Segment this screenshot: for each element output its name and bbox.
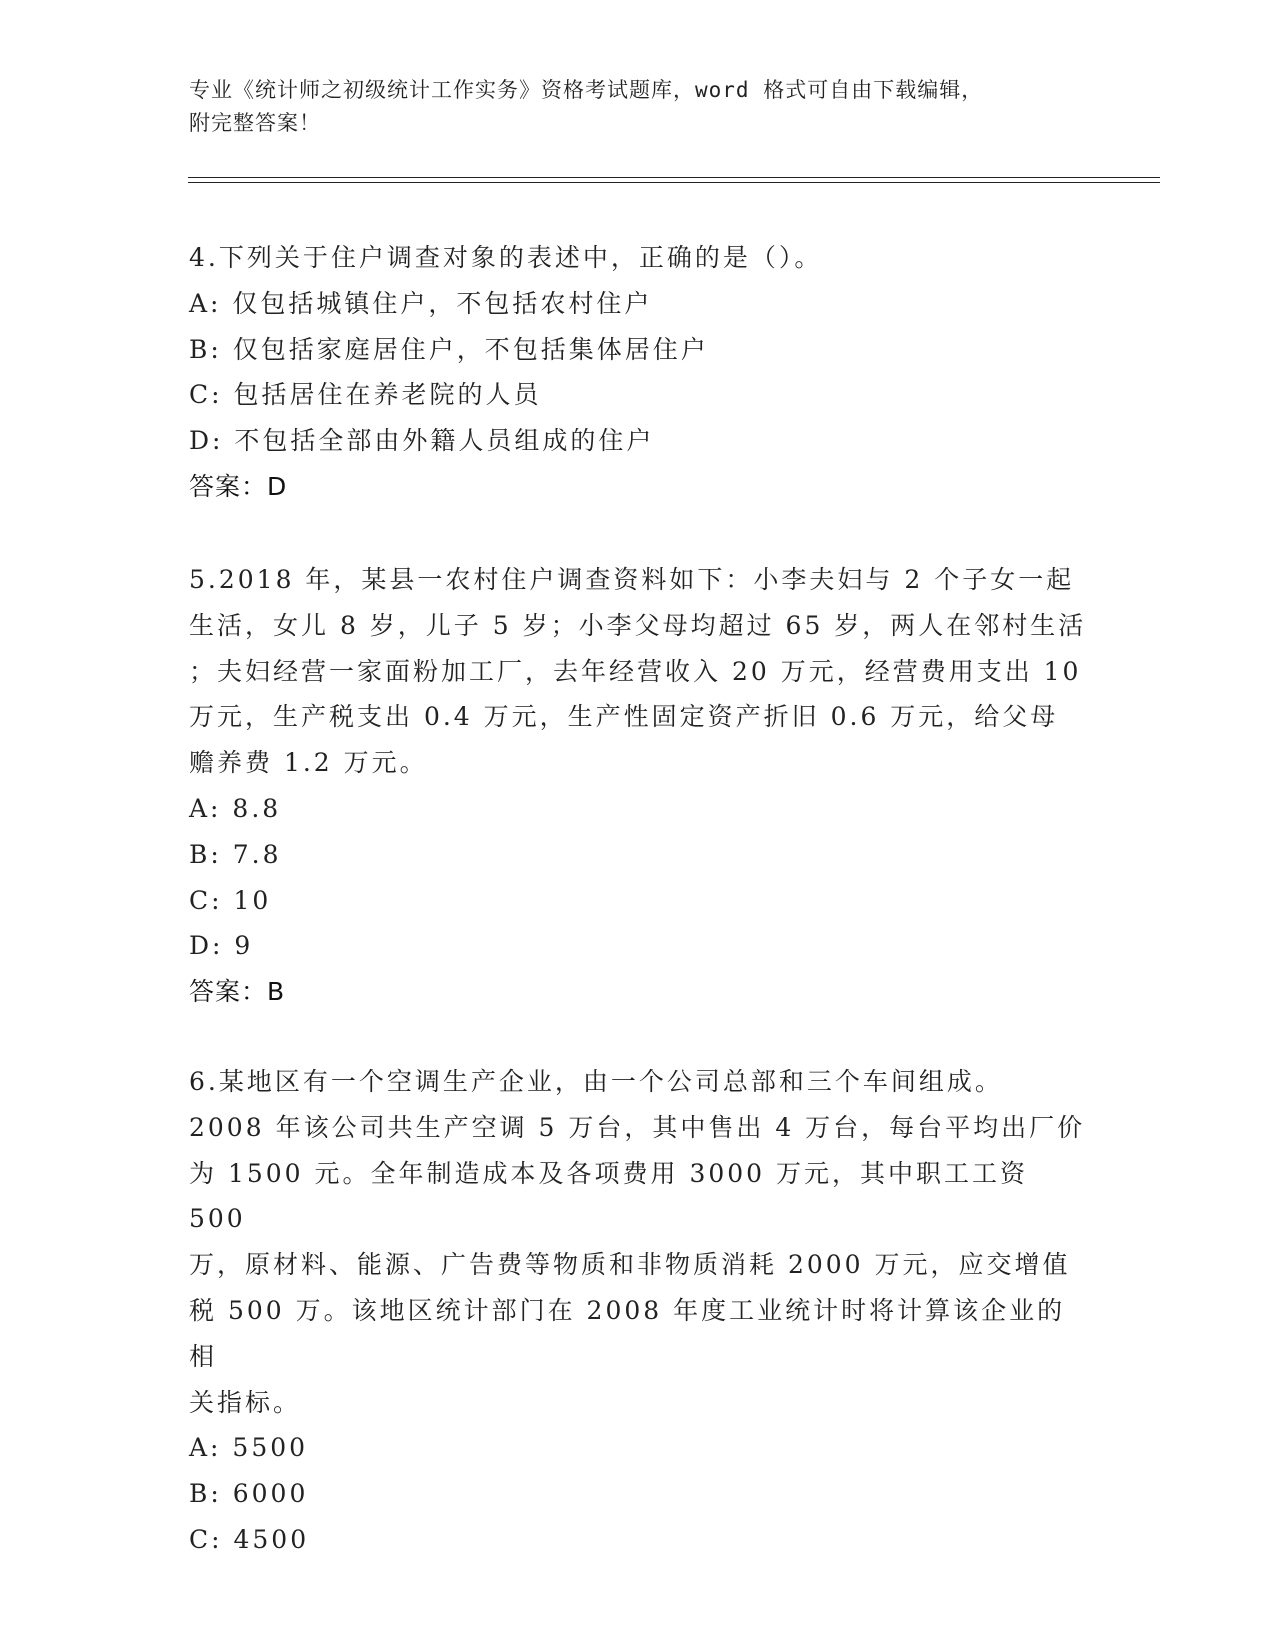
option-a: A: 5500 — [189, 1433, 309, 1463]
header-line-2: 附完整答案！ — [189, 111, 321, 135]
option-a: A: 8.8 — [189, 793, 282, 823]
header-line-1: 专业《统计师之初级统计工作实务》资格考试题库，word 格式可自由下载编辑， — [189, 78, 984, 102]
header-divider-top — [188, 177, 1160, 178]
option-c: C: 包括居住在养老院的人员 — [189, 380, 542, 410]
question-stem-line: 为 1500 元。全年制造成本及各项费用 3000 万元，其中职工工资 500 — [189, 1158, 1029, 1234]
option-d: D: 不包括全部由外籍人员组成的住户 — [189, 426, 655, 456]
option-d: D: 9 — [189, 931, 254, 961]
answer-label: 答案：B — [189, 977, 286, 1007]
question-stem-line: 5.2018 年，某县一农村住户调查资料如下：小李夫妇与 2 个子女一起 — [189, 565, 1075, 594]
option-b: B: 7.8 — [189, 839, 282, 869]
document-header — [189, 74, 1069, 140]
option-c: C: 10 — [189, 885, 272, 915]
question-5 — [189, 557, 1089, 1015]
question-stem-line: 6.某地区有一个空调生产企业，由一个公司总部和三个车间组成。 — [189, 1067, 1003, 1096]
question-stem-line: 税 500 万。该地区统计部门在 2008 年度工业统计时将计算该企业的相 — [189, 1295, 1066, 1371]
question-stem-line: 生活，女儿 8 岁，儿子 5 岁；小李父母均超过 65 岁，两人在邻村生活 — [189, 610, 1087, 640]
question-stem-line: 4.下列关于住户调查对象的表述中，正确的是（）。 — [189, 243, 823, 272]
question-stem-line: 关指标。 — [189, 1387, 302, 1417]
header-divider-bottom — [188, 182, 1160, 183]
question-stem-line: 2008 年该公司共生产空调 5 万台，其中售出 4 万台，每台平均出厂价 — [189, 1112, 1086, 1142]
question-stem-line: 赡养费 1.2 万元。 — [189, 748, 428, 778]
option-c: C: 4500 — [189, 1524, 310, 1554]
option-a: A: 仅包括城镇住户，不包括农村住户 — [189, 288, 653, 318]
question-4 — [189, 235, 1089, 510]
option-b: B: 仅包括家庭居住户，不包括集体居住户 — [189, 334, 709, 364]
answer-label: 答案：D — [189, 471, 288, 501]
question-6 — [189, 1059, 1089, 1563]
question-stem-line: 万元，生产税支出 0.4 万元，生产性固定资产折旧 0.6 万元，给父母 — [189, 702, 1059, 732]
question-stem-line: 万，原材料、能源、广告费等物质和非物质消耗 2000 万元，应交增值 — [189, 1250, 1071, 1280]
question-stem-line: ；夫妇经营一家面粉加工厂，去年经营收入 20 万元，经营费用支出 10 — [189, 656, 1082, 686]
option-b: B: 6000 — [189, 1479, 309, 1509]
